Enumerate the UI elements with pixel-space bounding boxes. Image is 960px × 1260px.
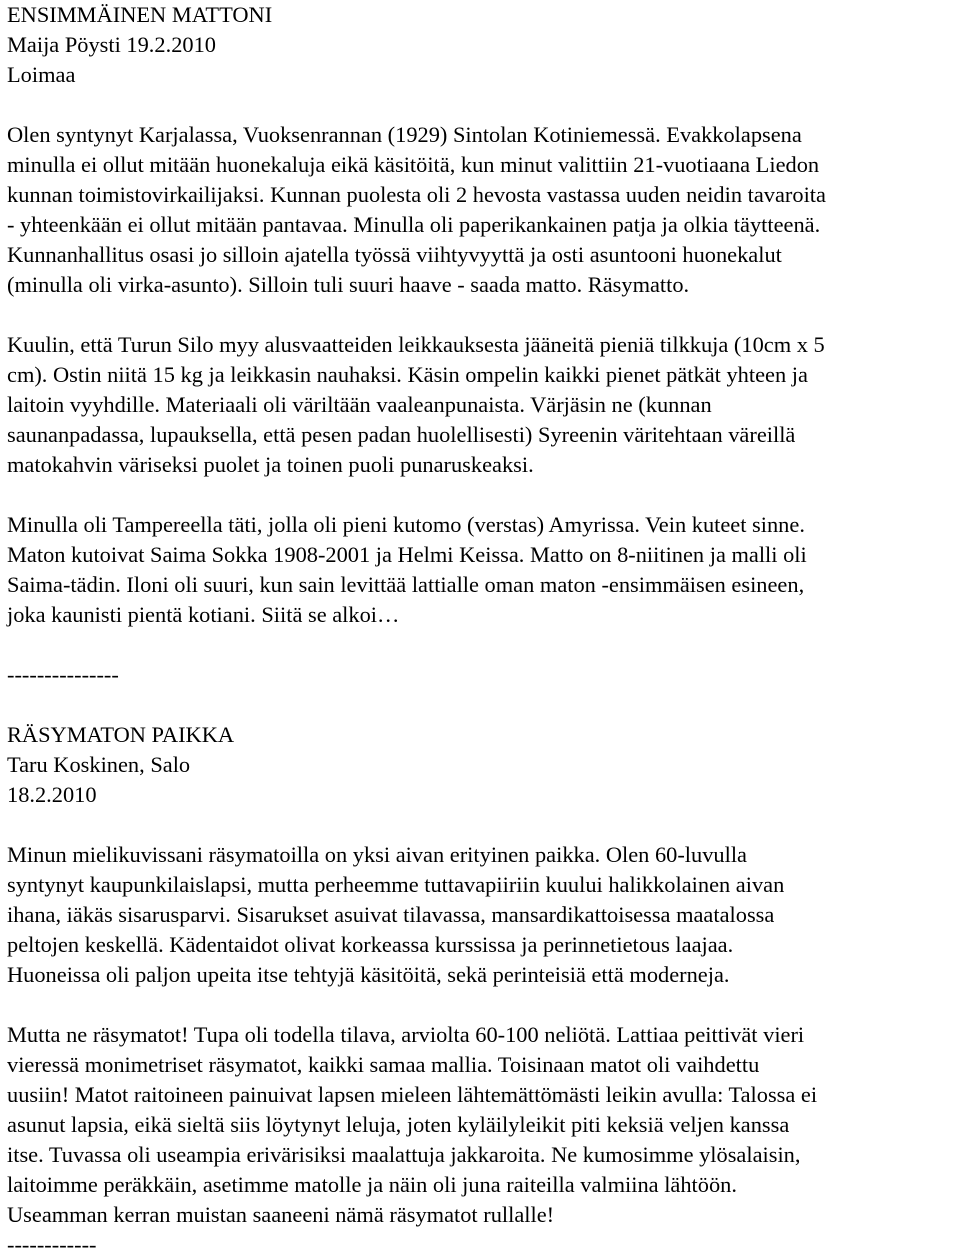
story-1-author-date: Maija Pöysti 19.2.2010 — [7, 32, 216, 57]
text-line: asunut lapsia, eikä sieltä siis löytynyt leluja, joten kyläilyleikit piti keksiä veljen kanssa — [7, 1112, 790, 1137]
blank-line — [7, 630, 955, 660]
text-line: Minulla oli Tampereella täti, jolla oli pieni kutomo (verstas) Amyrissa. Vein kuteet sinne. — [7, 512, 805, 537]
story-1-paragraph-1 — [7, 120, 955, 300]
text-line: (minulla oli virka-asunto). Silloin tuli suuri haave - saada matto. Räsymatto. — [7, 272, 690, 297]
story-2 — [7, 720, 955, 1230]
text-line: Kunnanhallitus osasi jo silloin ajatella työssä viihtyvyyttä ja osti asuntooni huonekalut — [7, 242, 782, 267]
text-line: syntynyt kaupunkilaislapsi, mutta perheemme tuttavapiiriin kuului halikkolainen aivan — [7, 872, 785, 897]
text-line: Saima-tädin. Iloni oli suuri, kun sain levittää lattialle oman maton -ensimmäisen esineen, — [7, 572, 805, 597]
story-2-author-place: Taru Koskinen, Salo — [7, 752, 191, 777]
text-line: itse. Tuvassa oli useampia erivärisiksi maalattuja jakkaroita. Ne kumosimme ylösalaisin, — [7, 1142, 801, 1167]
text-line: uusiin! Matot raitoineen painuivat lapsen mieleen lähtemättömästi leikin avulla: Talossa ei — [7, 1082, 818, 1107]
text-line: kunnan toimistovirkailijaksi. Kunnan puolesta oli 2 hevosta vastassa uuden neidin tavaroita — [7, 182, 826, 207]
story-1-paragraph-2 — [7, 330, 955, 480]
text-line: matokahvin väriseksi puolet ja toinen puoli punaruskeaksi. — [7, 452, 534, 477]
blank-line — [7, 90, 955, 120]
story-2-title: RÄSYMATON PAIKKA — [7, 722, 235, 747]
text-line: cm). Ostin niitä 15 kg ja leikkasin nauhaksi. Käsin ompelin kaikki pienet pätkät yhteen ja — [7, 362, 808, 387]
text-line: Maton kutoivat Saima Sokka 1908-2001 ja Helmi Keissa. Matto on 8-niitinen ja malli oli — [7, 542, 807, 567]
text-line: Olen syntynyt Karjalassa, Vuoksenrannan (1929) Sintolan Kotiniemessä. Evakkolapsena — [7, 122, 802, 147]
story-1-paragraph-3 — [7, 510, 955, 630]
text-line: vieressä monimetriset räsymatot, kaikki samaa mallia. Toisinaan matot oli vaihdettu — [7, 1052, 760, 1077]
text-line: ihana, iäkäs sisarusparvi. Sisarukset asuivat tilavassa, mansardikattoisessa maatalossa — [7, 902, 775, 927]
text-line: - yhteenkään ei ollut mitään pantavaa. Minulla oli paperikankainen patja ja olkia täytteenä. — [7, 212, 821, 237]
blank-line — [7, 480, 955, 510]
blank-line — [7, 810, 955, 840]
story-1-title: ENSIMMÄINEN MATTONI — [7, 2, 273, 27]
story-1 — [7, 0, 955, 630]
story-1-place: Loimaa — [7, 62, 76, 87]
story-2-paragraph-2 — [7, 1020, 955, 1230]
text-line: joka kaunisti pientä kotiani. Siitä se alkoi… — [7, 602, 400, 627]
text-line: laitoimme peräkkäin, asetimme matolle ja näin oli juna raiteilla valmiina lähtöön. — [7, 1172, 737, 1197]
text-line: Kuulin, että Turun Silo myy alusvaatteiden leikkauksesta jääneitä pieniä tilkkuja (10cm x 5 — [7, 332, 825, 357]
text-line: Huoneissa oli paljon upeita itse tehtyjä käsitöitä, sekä perinteisiä että moderneja. — [7, 962, 730, 987]
document-page — [7, 0, 955, 1260]
text-line: Minun mielikuvissani räsymatoilla on yksi aivan erityinen paikka. Olen 60-luvulla — [7, 842, 747, 867]
text-line: saunanpadassa, lupauksella, että pesen padan huolellisesti) Syreenin väritehtaan väreillä — [7, 422, 796, 447]
blank-line — [7, 990, 955, 1020]
blank-line — [7, 300, 955, 330]
story-2-date: 18.2.2010 — [7, 782, 97, 807]
text-line: laitoin vyyhdille. Materiaali oli väriltään vaaleanpunaista. Värjäsin ne (kunnan — [7, 392, 712, 417]
text-line: Useamman kerran muistan saaneeni nämä räsymatot rullalle! — [7, 1202, 555, 1227]
text-line: peltojen keskellä. Kädentaidot olivat korkeassa kurssissa ja perinnetietous laajaa. — [7, 932, 734, 957]
story-2-paragraph-1 — [7, 840, 955, 990]
blank-line — [7, 690, 955, 720]
section-divider: ------------ — [7, 1232, 97, 1257]
text-line: minulla ei ollut mitään huonekaluja eikä käsitöitä, kun minut valittiin 21-vuotiaana Liedon — [7, 152, 820, 177]
text-line: Mutta ne räsymatot! Tupa oli todella tilava, arviolta 60-100 neliötä. Lattiaa peittivät vieri — [7, 1022, 805, 1047]
section-divider: --------------- — [7, 662, 119, 687]
